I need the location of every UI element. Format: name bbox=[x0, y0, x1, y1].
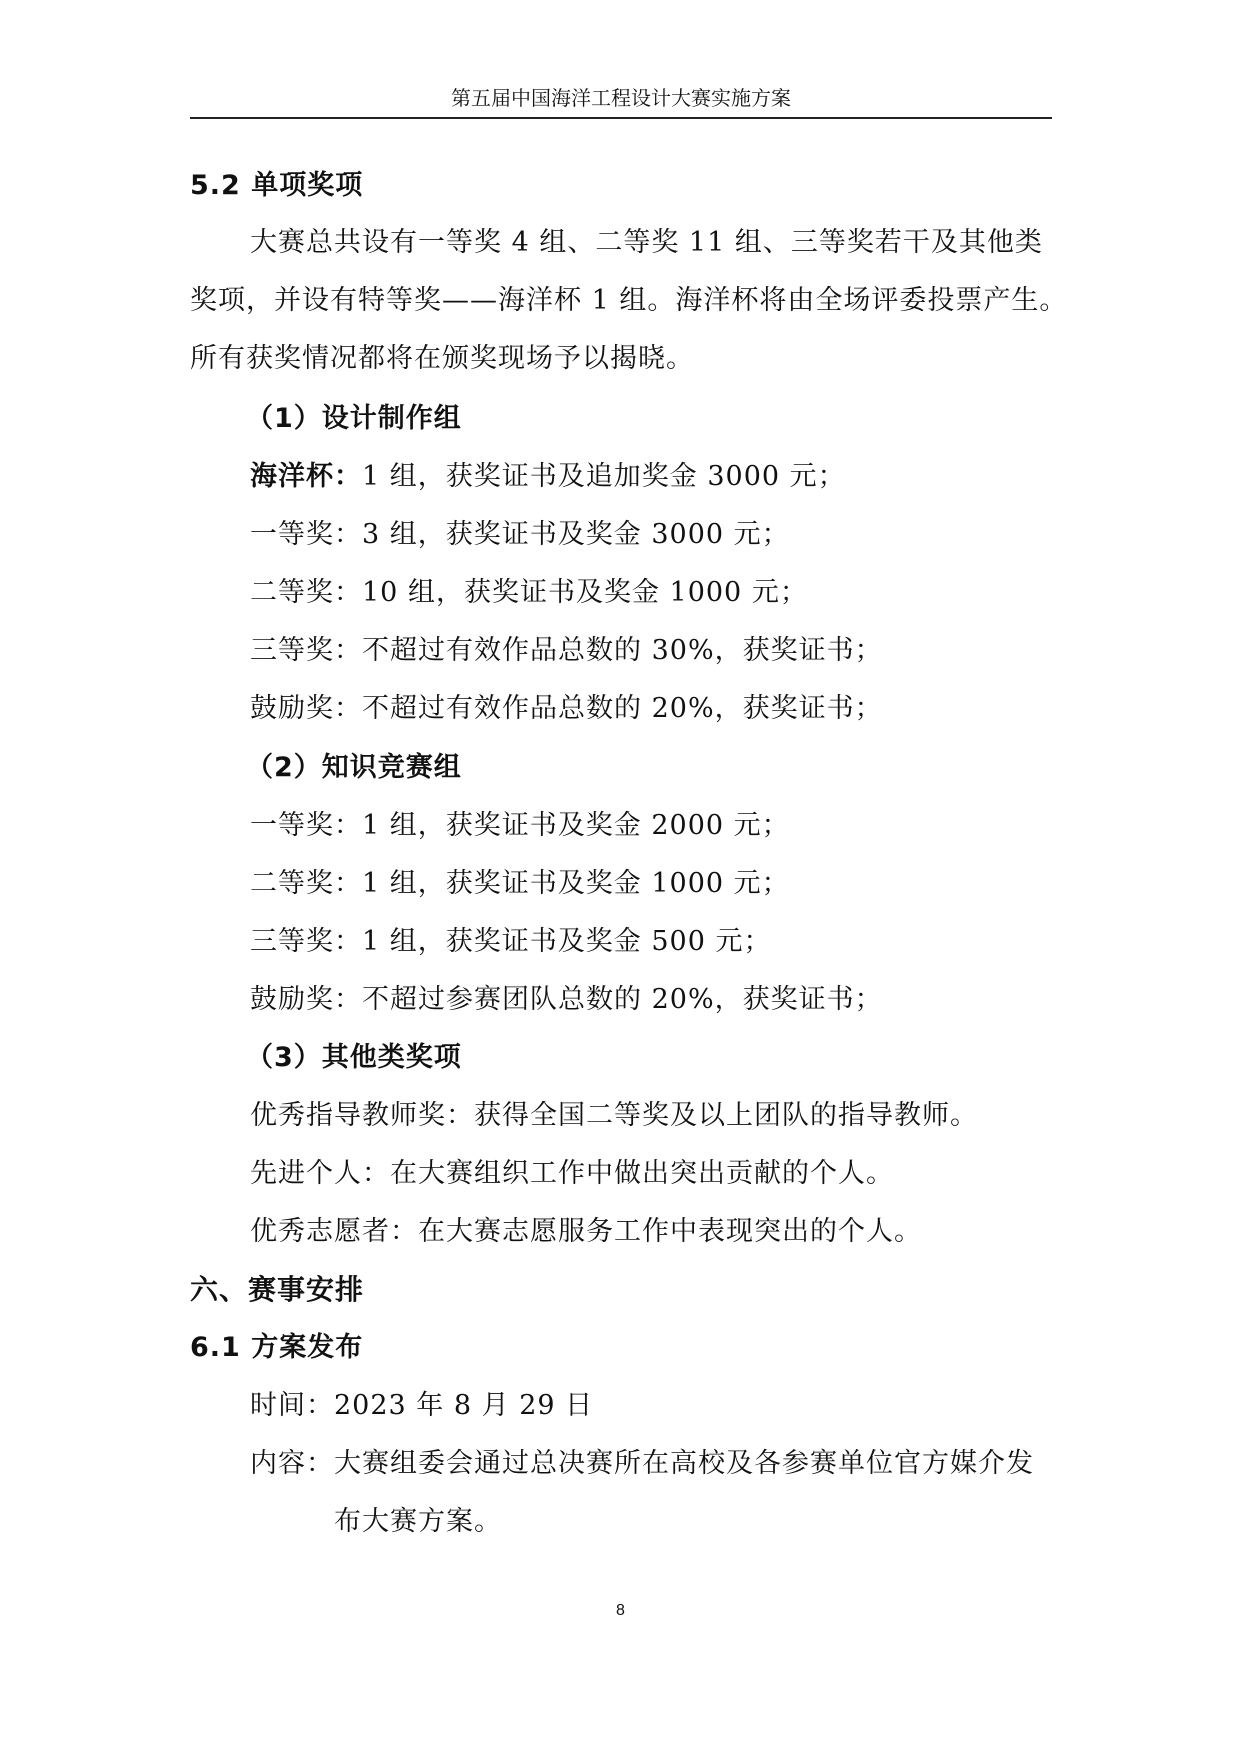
group3-title: （3）其他类奖项 bbox=[246, 1042, 462, 1073]
group2-item: 二等奖：1 组，获奖证书及奖金 1000 元； bbox=[250, 868, 790, 899]
group2-title: （2）知识竞赛组 bbox=[246, 752, 462, 783]
group3-item: 先进个人：在大赛组织工作中做出突出贡献的个人。 bbox=[250, 1158, 894, 1189]
page-number: 8 bbox=[616, 1602, 625, 1619]
section-6-1-heading: 6.1 方案发布 bbox=[190, 1332, 364, 1363]
group1-item: 鼓励奖：不超过有效作品总数的 20%，获奖证书； bbox=[250, 693, 883, 724]
group3-item: 优秀指导教师奖：获得全国二等奖及以上团队的指导教师。 bbox=[250, 1100, 978, 1131]
running-header: 第五届中国海洋工程设计大赛实施方案 bbox=[451, 86, 791, 110]
section-6-heading: 六、赛事安排 bbox=[190, 1273, 365, 1306]
schedule-time: 时间：2023 年 8 月 29 日 bbox=[250, 1390, 594, 1421]
paragraph-line: 所有获奖情况都将在颁奖现场予以揭晓。 bbox=[190, 343, 694, 374]
header-divider bbox=[190, 117, 1052, 119]
paragraph-line: 大赛总共设有一等奖 4 组、二等奖 11 组、三等奖若干及其他类 bbox=[250, 227, 1043, 258]
group3-item: 优秀志愿者：在大赛志愿服务工作中表现突出的个人。 bbox=[250, 1216, 922, 1247]
schedule-content-continued: 布大赛方案。 bbox=[334, 1506, 502, 1537]
group2-item: 三等奖：1 组，获奖证书及奖金 500 元； bbox=[250, 926, 772, 957]
group1-item: 一等奖：3 组，获奖证书及奖金 3000 元； bbox=[250, 519, 790, 550]
group2-item: 一等奖：1 组，获奖证书及奖金 2000 元； bbox=[250, 810, 790, 841]
cup-text: 1 组，获奖证书及追加奖金 3000 元； bbox=[362, 461, 846, 492]
schedule-content: 内容：大赛组委会通过总决赛所在高校及各参赛单位官方媒介发 bbox=[250, 1448, 1034, 1479]
section-5-2-heading: 5.2 单项奖项 bbox=[190, 170, 364, 201]
group1-title: （1）设计制作组 bbox=[246, 403, 462, 434]
group2-item: 鼓励奖：不超过参赛团队总数的 20%，获奖证书； bbox=[250, 984, 883, 1015]
group1-cup-item bbox=[250, 459, 846, 495]
group1-item: 二等奖：10 组，获奖证书及奖金 1000 元； bbox=[250, 577, 808, 608]
paragraph-line: 奖项，并设有特等奖——海洋杯 1 组。海洋杯将由全场评委投票产生。 bbox=[190, 285, 1068, 316]
group1-item: 三等奖：不超过有效作品总数的 30%，获奖证书； bbox=[250, 635, 883, 666]
cup-label: 海洋杯： bbox=[250, 461, 362, 492]
